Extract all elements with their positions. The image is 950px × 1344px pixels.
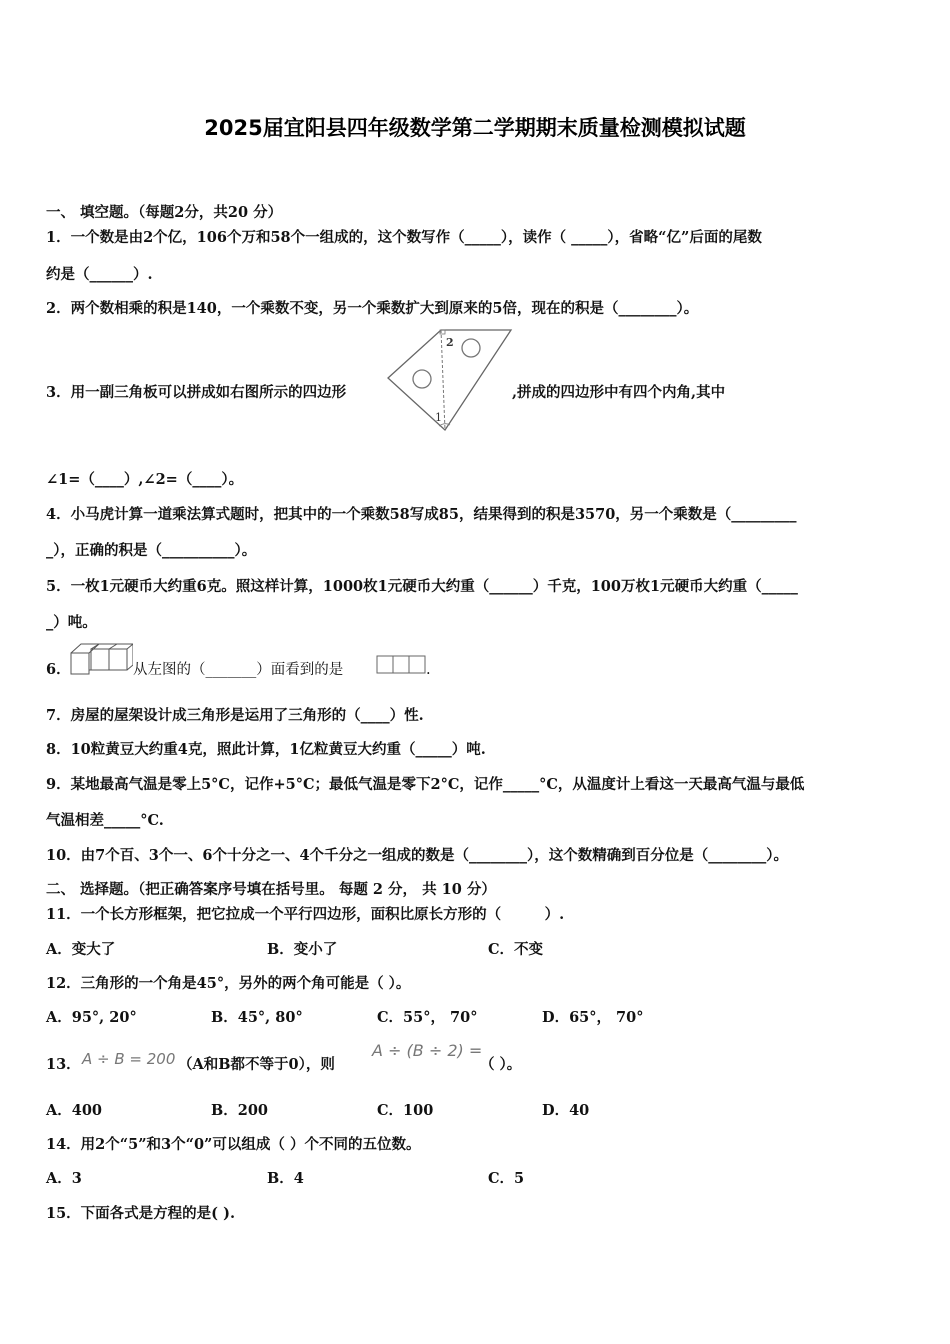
question-14: 14．用2个“5”和3个“0”可以组成（ ）个不同的五位数。 bbox=[46, 1136, 421, 1153]
cube-stack-figure bbox=[69, 641, 133, 677]
question-12-option-a[interactable]: A．95°, 20° bbox=[46, 1009, 137, 1026]
question-11-option-b[interactable]: B．变小了 bbox=[267, 941, 338, 958]
question-2: 2．两个数相乘的积是140，一个乘数不变，另一个乘数扩大到原来的5倍，现在的积是（________）。 bbox=[46, 300, 699, 317]
svg-text:1: 1 bbox=[435, 411, 442, 424]
question-11-option-a[interactable]: A．变大了 bbox=[46, 941, 116, 958]
question-5-line-2: _）吨。 bbox=[46, 614, 97, 631]
page-title: 2025届宜阳县四年级数学第二学期期末质量检测模拟试题 bbox=[204, 116, 746, 140]
question-6-number: 6． bbox=[46, 661, 71, 678]
question-13-end: （ ）。 bbox=[480, 1056, 522, 1073]
question-12-option-b[interactable]: B．45°, 80° bbox=[211, 1009, 303, 1026]
question-14-option-b[interactable]: B．4 bbox=[267, 1170, 304, 1187]
question-7: 7．房屋的屋架设计成三角形是运用了三角形的（____）性. bbox=[46, 707, 424, 724]
question-13-option-b[interactable]: B．200 bbox=[211, 1102, 269, 1119]
question-9-line-1: 9．某地最高气温是零上5°C，记作+5°C；最低气温是零下2°C，记作_____°C，从温度计上看这一天最高气温与最低 bbox=[46, 776, 805, 793]
question-3-line-1-before: 3．用一副三角板可以拼成如右图所示的四边形 bbox=[46, 384, 347, 401]
question-15: 15．下面各式是方程的是( ). bbox=[46, 1205, 235, 1222]
question-13-formula-2: A ÷ (B ÷ 2) = bbox=[372, 1041, 483, 1060]
question-8: 8．10粒黄豆大约重4克，照此计算，1亿粒黄豆大约重（_____）吨. bbox=[46, 741, 486, 758]
question-3-line-1-after: ,拼成的四边形中有四个内角,其中 bbox=[512, 384, 726, 401]
question-11: 11．一个长方形框架，把它拉成一个平行四边形，面积比原长方形的（ ）. bbox=[46, 906, 565, 923]
section-heading-fill-blank: 一、 填空题。（每题2分，共20 分） bbox=[46, 204, 283, 221]
question-5-line-1: 5．一枚1元硬币大约重6克。照这样计算，1000枚1元硬币大约重（______）千克，100万枚1元硬币大约重（_____ bbox=[46, 578, 798, 595]
section-heading-multiple-choice: 二、 选择题。（把正确答案序号填在括号里。 每题 2 分， 共 10 分） bbox=[46, 881, 496, 898]
question-13-option-a[interactable]: A．400 bbox=[46, 1102, 103, 1119]
question-13-number: 13． bbox=[46, 1056, 81, 1073]
question-4-line-1: 4．小马虎计算一道乘法算式题时，把其中的一个乘数58写成85，结果得到的积是3570，另一个乘数是（_________ bbox=[46, 506, 797, 523]
question-1-line-2: 约是（______）. bbox=[46, 266, 153, 283]
question-6-end: . bbox=[426, 662, 431, 678]
question-12-option-c[interactable]: C．55°， 70° bbox=[377, 1009, 478, 1026]
question-13-middle: （A和B都不等于0），则 bbox=[178, 1056, 335, 1073]
quadrilateral-triangle-ruler-figure bbox=[385, 326, 515, 436]
question-1-line-1: 1．一个数是由2个亿，106个万和58个一组成的，这个数写作（_____），读作（ _____），省略“亿”后面的尾数 bbox=[46, 229, 762, 246]
question-3-line-2: ∠1=（____）,∠2=（____）。 bbox=[46, 471, 244, 488]
question-14-option-a[interactable]: A．3 bbox=[46, 1170, 82, 1187]
svg-text:2: 2 bbox=[446, 336, 454, 349]
question-10: 10．由7个百、3个一、6个十分之一、4个千分之一组成的数是（________），这个数精确到百分位是（________）。 bbox=[46, 847, 789, 864]
question-13-option-c[interactable]: C．100 bbox=[377, 1102, 434, 1119]
question-9-line-2: 气温相差_____°C. bbox=[46, 812, 164, 829]
question-14-option-c[interactable]: C．5 bbox=[488, 1170, 525, 1187]
question-6-text: 从左图的（_______）面看到的是 bbox=[133, 662, 344, 678]
question-13-option-d[interactable]: D．40 bbox=[542, 1102, 590, 1119]
question-12-option-d[interactable]: D．65°， 70° bbox=[542, 1009, 644, 1026]
three-squares-answer-figure bbox=[376, 655, 428, 675]
question-13-formula-1: A ÷ B = 200 bbox=[82, 1050, 176, 1068]
question-4-line-2: _），正确的积是（__________）。 bbox=[46, 542, 257, 559]
question-11-option-c[interactable]: C．不变 bbox=[488, 941, 544, 958]
question-12: 12．三角形的一个角是45°，另外的两个角可能是（ ）。 bbox=[46, 975, 411, 992]
